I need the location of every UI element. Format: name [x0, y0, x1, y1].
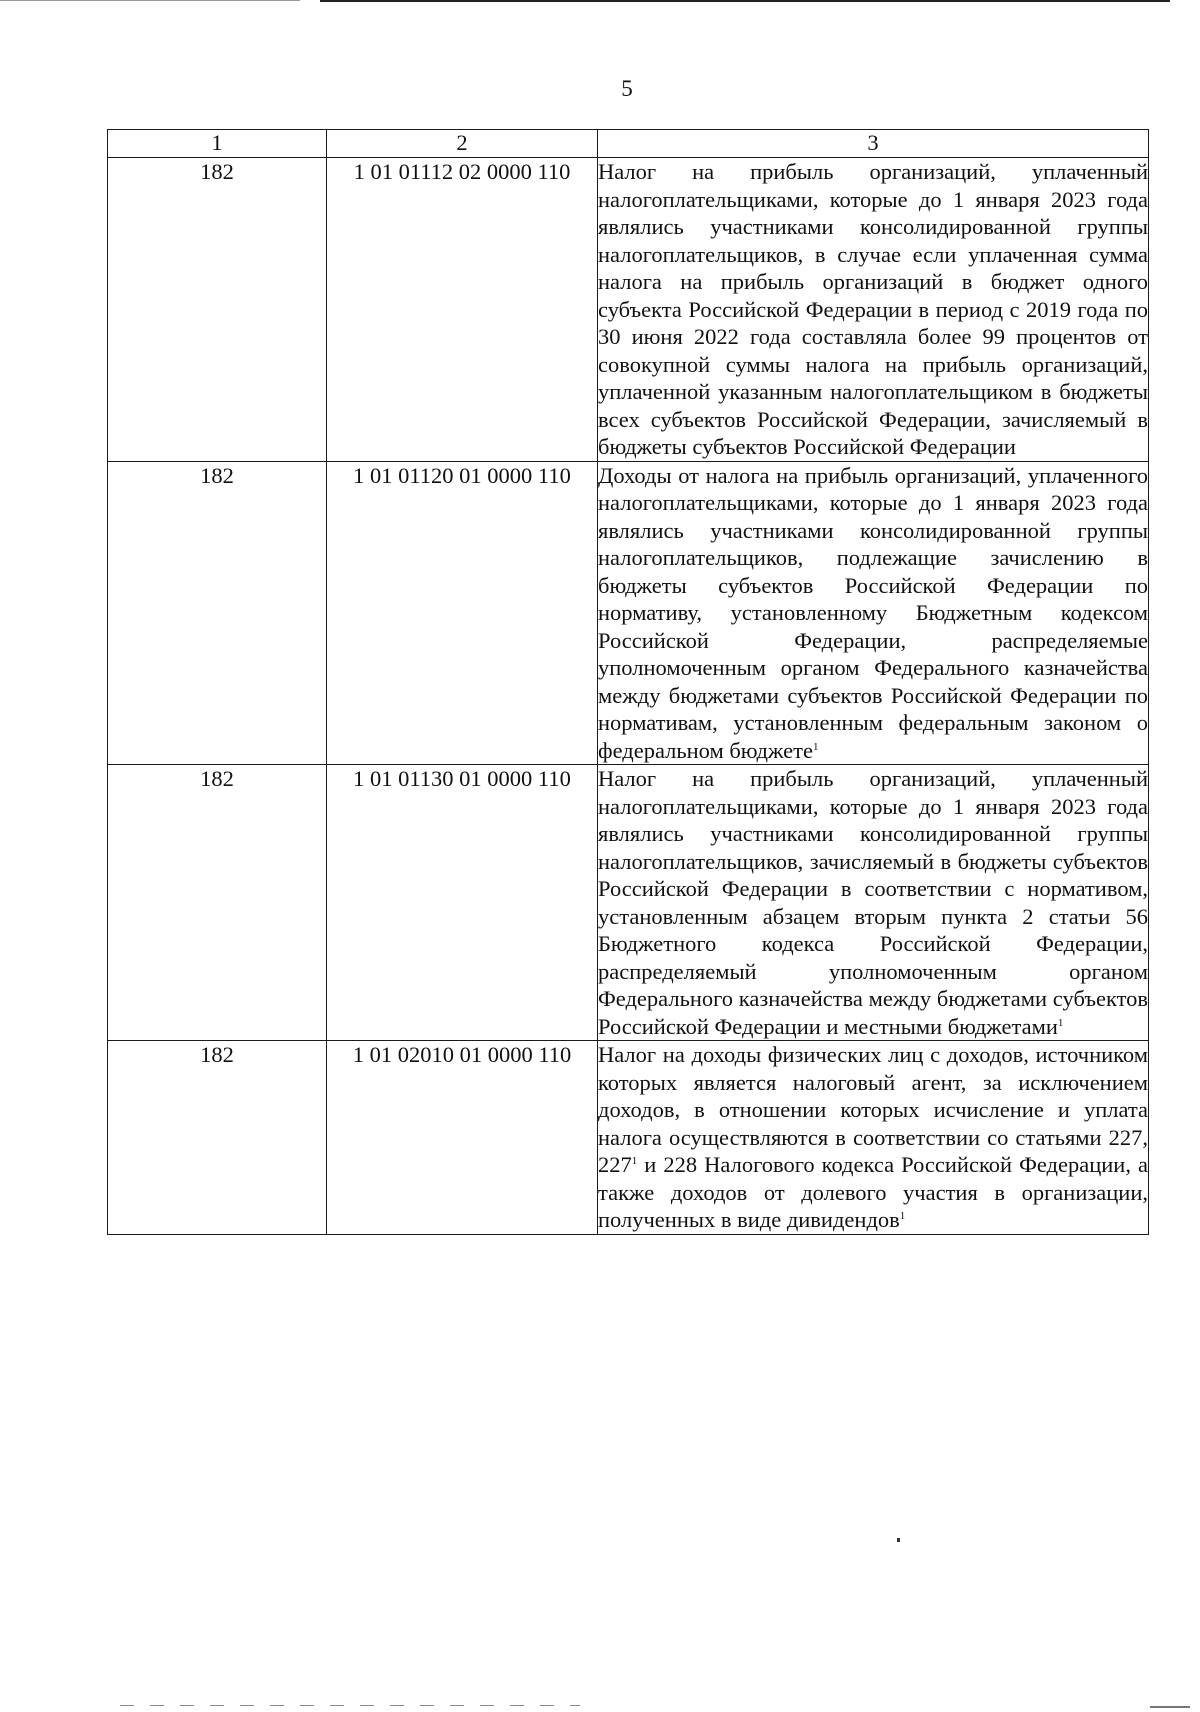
income-name-cell: [598, 461, 1149, 765]
footnote-mark: 1: [1057, 1016, 1064, 1029]
income-name-cell: [598, 1041, 1149, 1235]
footnote-mark: 1: [899, 1210, 906, 1222]
footnote-mark: 1: [812, 740, 819, 753]
table-row: [108, 765, 1149, 1041]
income-name-text: Налог на прибыль организаций, уплаченный налогоплательщиками, которые до 1 января 2023 года являлись участниками консолидированной группы налогоплательщиков, в случае если уплаченная сумма налога на прибыль организаций в бюджет одного субъекта Российской Федерации в период с 2019 года по 30 июня 2022 года составляла более 99 процентов от совокупной суммы налога на прибыль организаций, уплаченной указанным налогоплательщиком в бюджеты всех субъектов Российской Федерации, зачисляемый в бюджеты субъектов Российской Федерации: [598, 159, 1148, 459]
income-name-text-part2: и 228 Налогового кодекса Российской Федерации, а также доходов от долевого участия в организации, полученных в виде дивидендов: [598, 1152, 1148, 1232]
income-name-cell: [598, 765, 1149, 1041]
income-name-text: Доходы от налога на прибыль организаций, уплаченного налогоплательщиками, которые до 1 января 2023 года являлись участниками консолидированной группы налогоплательщиков, подлежащие зачислению в бюджеты субъектов Российской Федерации по нормативу, установленному Бюджетным кодексом Российской Федерации, распределяемые уполномоченным органом Федерального казначейства между бюджетами субъектов Российской Федерации по нормативам, установленным федеральным законом о федеральном бюджете: [598, 462, 1148, 763]
table-row: [108, 461, 1149, 765]
table-row: [108, 1041, 1149, 1235]
income-code-cell: 1 01 01112 02 0000 110: [327, 158, 598, 462]
scan-speck: [897, 1538, 900, 1542]
scan-edge-line: [320, 0, 1170, 2]
scan-edge-line-left: [0, 0, 300, 1]
income-name-text: Налог на прибыль организаций, уплаченный налогоплательщиками, которые до 1 января 2023 года являлись участниками консолидированной группы налогоплательщиков, зачисляемый в бюджеты субъектов Российской Федерации в соответствии с нормативом, установленным абзацем вторым пункта 2 статьи 56 Бюджетного кодекса Российской Федерации, распределяемый уполномоченным органом Федерального казначейства между бюджетами субъектов Российской Федерации и местными бюджетами: [598, 766, 1148, 1039]
article-superscript: 1: [631, 1155, 638, 1167]
column-header-3: 3: [598, 130, 1149, 158]
admin-code-cell: 182: [108, 158, 327, 462]
income-name-cell: [598, 158, 1149, 462]
page-number: 5: [621, 76, 633, 101]
income-code-cell: 1 01 02010 01 0000 110: [327, 1041, 598, 1235]
scan-bottom-artifact: [120, 1705, 580, 1706]
column-header-2: 2: [327, 130, 598, 158]
admin-code-cell: 182: [108, 765, 327, 1041]
income-code-cell: 1 01 01130 01 0000 110: [327, 765, 598, 1041]
table-header-row: [108, 130, 1149, 158]
income-name-text-part1: Налог на доходы физических лиц с доходов, источником которых является налоговый агент, за исключением доходов, в отношении которых исчисление и уплата налога осуществляются в соответствии со статьями 227, 227: [598, 1042, 1148, 1177]
admin-code-cell: 182: [108, 1041, 327, 1235]
income-code-cell: 1 01 01120 01 0000 110: [327, 461, 598, 765]
admin-code-cell: 182: [108, 461, 327, 765]
column-header-1: 1: [108, 130, 327, 158]
table-row: [108, 158, 1149, 462]
scan-bottom-artifact-right: [1150, 1706, 1190, 1708]
income-codes-table: [107, 129, 1149, 1235]
